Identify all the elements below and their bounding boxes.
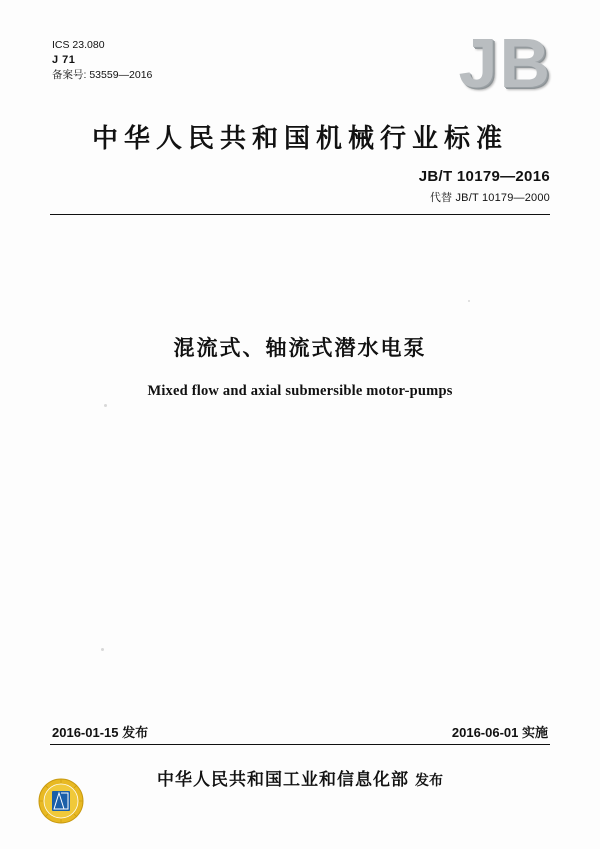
document-meta-block bbox=[52, 38, 152, 83]
issue-date: 2016-01-15 发布 bbox=[52, 725, 149, 740]
standard-number-block bbox=[419, 168, 550, 207]
scan-speck bbox=[104, 404, 107, 407]
divider-bottom bbox=[50, 744, 550, 745]
ministry-emblem-icon bbox=[38, 778, 84, 824]
scan-speck bbox=[101, 648, 104, 651]
publisher-verb: 发布 bbox=[415, 773, 443, 789]
jb-logo: JB bbox=[458, 24, 552, 102]
publisher-line bbox=[0, 765, 600, 790]
date-row bbox=[52, 722, 548, 741]
publisher-name: 中华人民共和国工业和信息化部 bbox=[157, 770, 409, 790]
standard-replaces: 代替 JB/T 10179—2000 bbox=[429, 192, 550, 204]
divider-top bbox=[50, 214, 550, 215]
document-title-chinese: 混流式、轴流式潜水电泵 bbox=[173, 336, 427, 360]
implementation-date: 2016-06-01 实施 bbox=[451, 725, 548, 740]
scan-speck bbox=[468, 300, 470, 302]
standard-number: JB/T 10179—2016 bbox=[418, 168, 550, 185]
ics-code: ICS 23.080 bbox=[52, 39, 105, 51]
record-number: 备案号: 53559—2016 bbox=[52, 69, 153, 81]
standard-series-title: 中华人民共和国机械行业标准 bbox=[91, 124, 508, 154]
document-title-english: Mixed flow and axial submersible motor-pumps bbox=[147, 383, 453, 399]
classification-code: J 71 bbox=[52, 54, 76, 66]
